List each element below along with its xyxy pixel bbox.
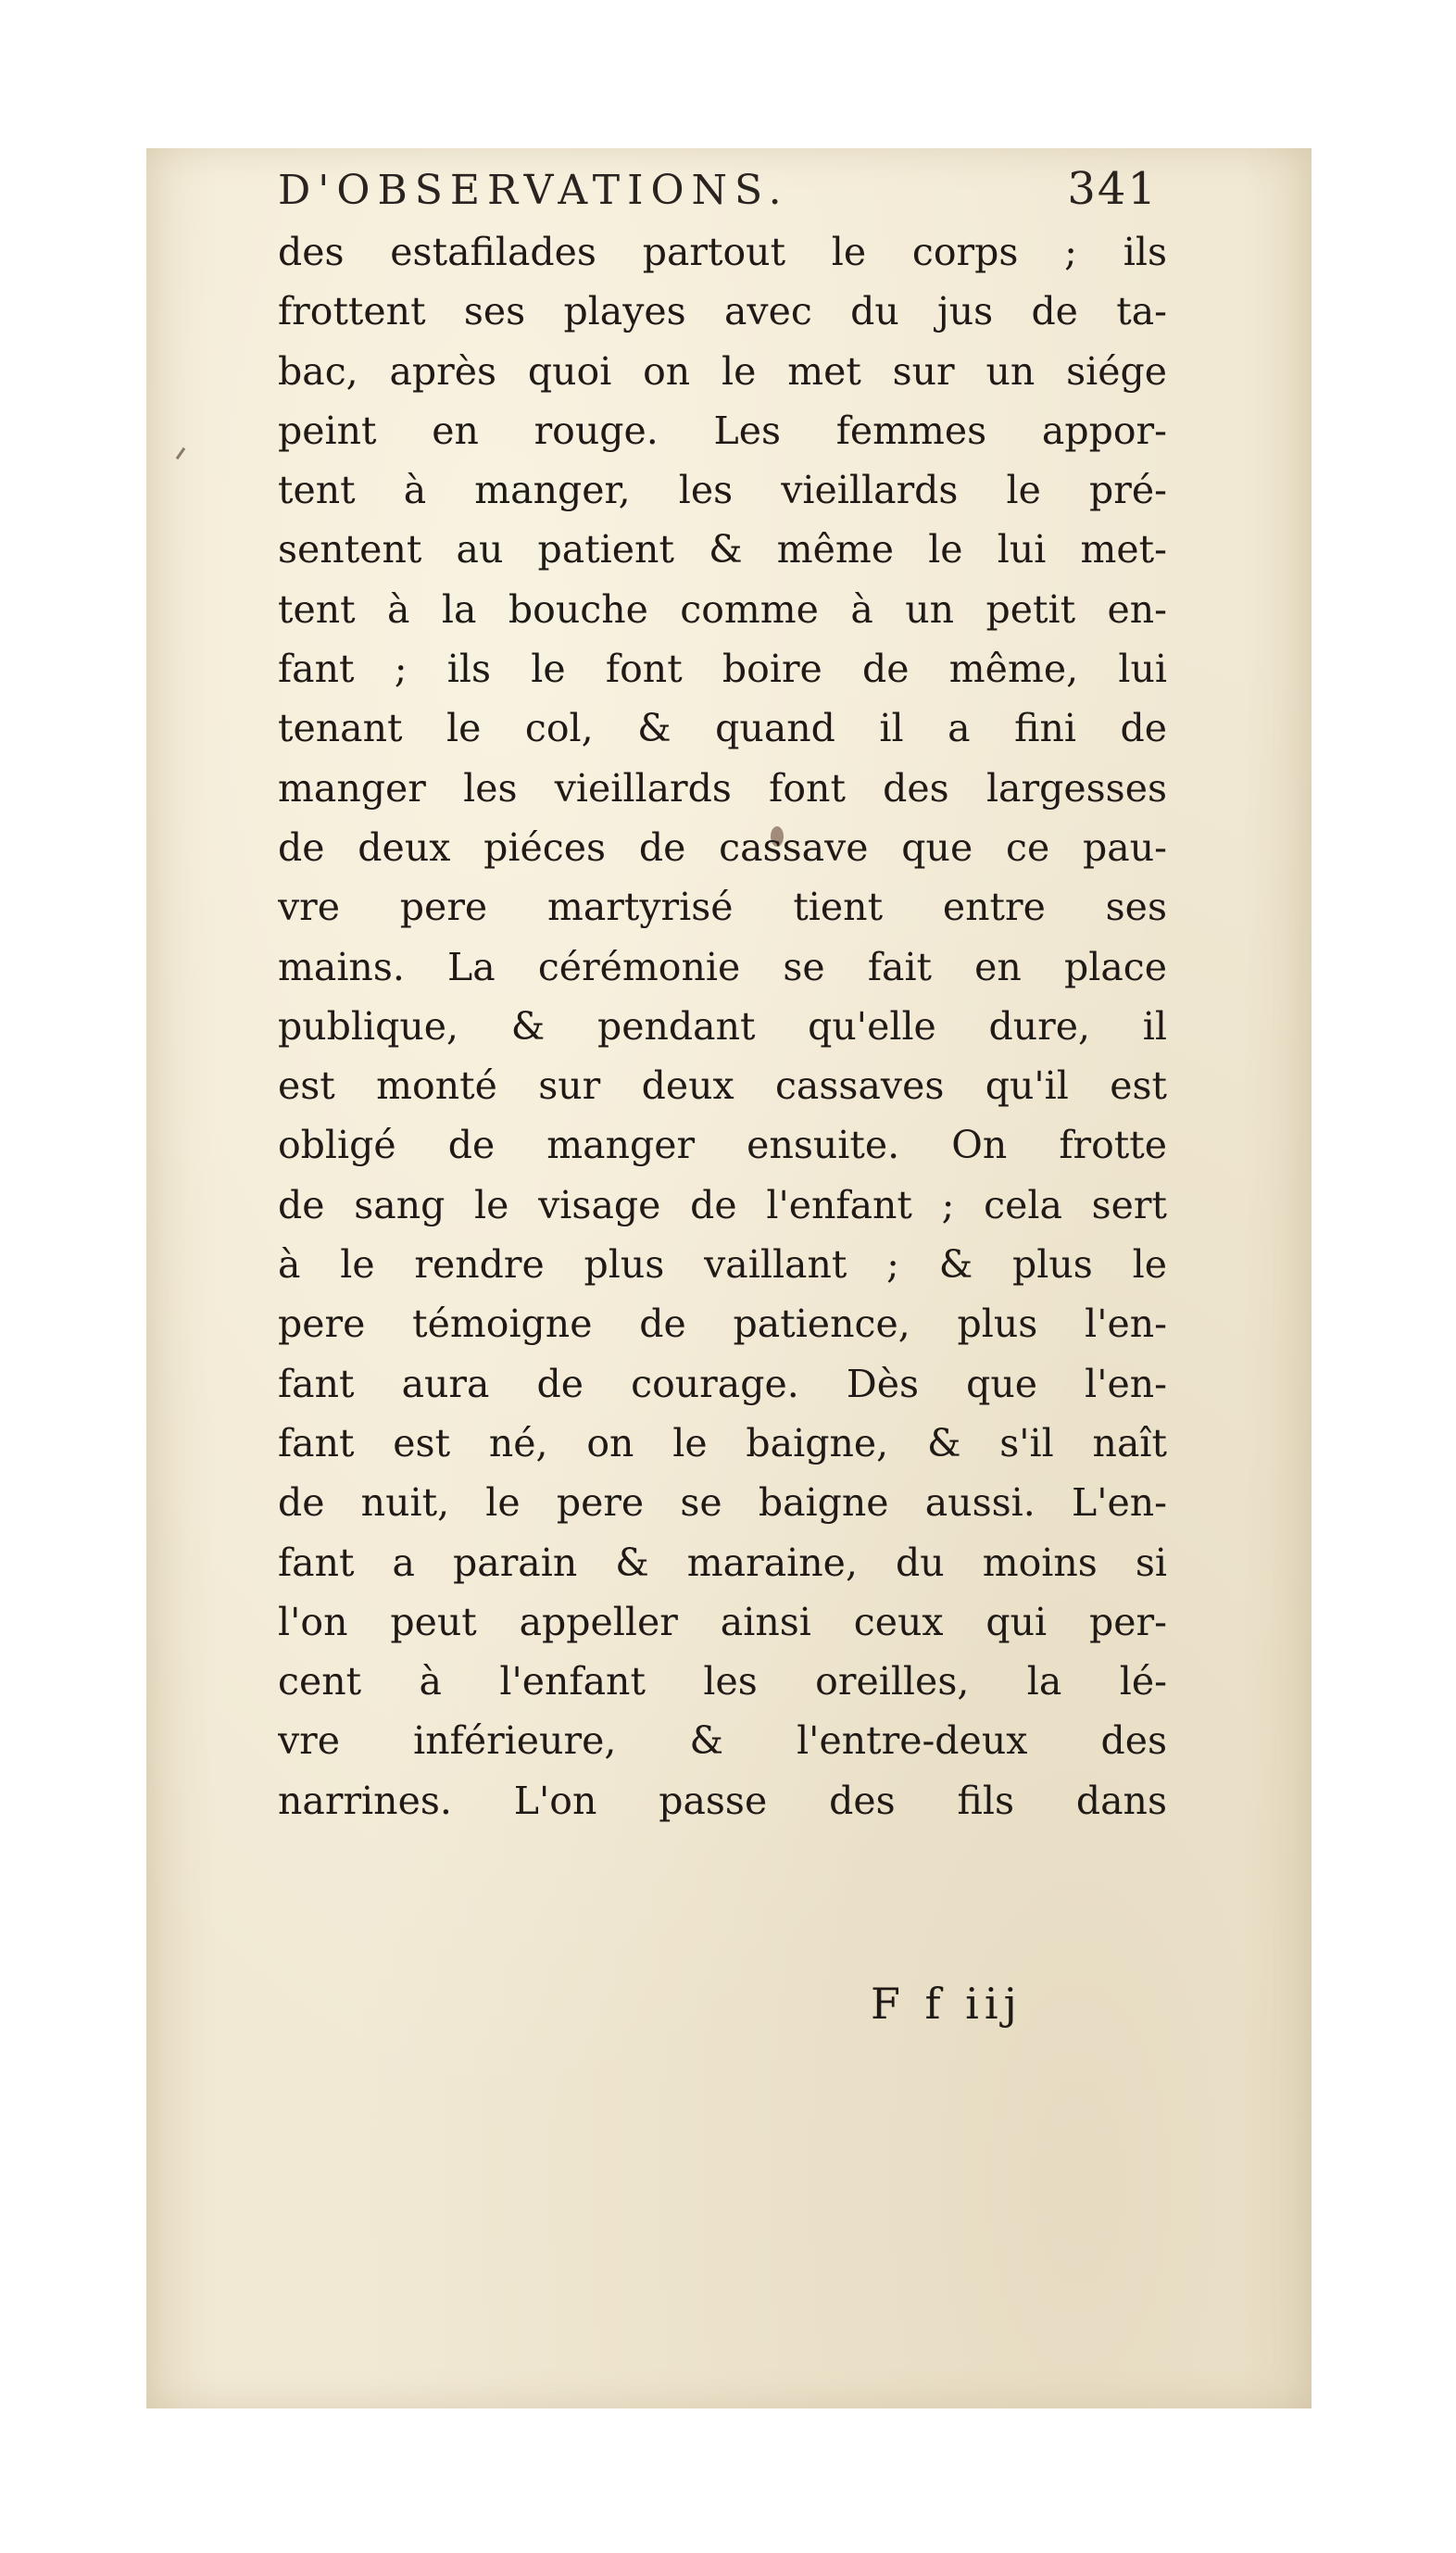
- text-line: à le rendre plus vaillant ; & plus le: [278, 1242, 1167, 1288]
- text-line: fant est né, on le baigne, & s'il naît: [278, 1420, 1167, 1465]
- text-line: frottent ses playes avec du jus de ta-: [278, 289, 1167, 334]
- text-line: cent à l'enfant les oreilles, la lé-: [278, 1659, 1167, 1704]
- text-line: peint en rouge. Les femmes appor-: [278, 408, 1167, 453]
- text-line: mains. La cérémonie se fait en place: [278, 944, 1167, 989]
- text-line: pere témoigne de patience, plus l'en-: [278, 1302, 1167, 1347]
- signature-mark: F f iij: [871, 1979, 1023, 2029]
- text-line: obligé de manger ensuite. On frotte: [278, 1123, 1167, 1168]
- text-line: manger les vieillards font des largesses: [278, 765, 1167, 811]
- running-head-title: D'OBSERVATIONS.: [278, 167, 789, 214]
- text-line: l'on peut appeller ainsi ceux qui per-: [278, 1599, 1167, 1644]
- text-line: est monté sur deux cassaves qu'il est: [278, 1063, 1167, 1109]
- text-line: de sang le visage de l'enfant ; cela sert: [278, 1182, 1167, 1227]
- text-line: de nuit, le pere se baigne aussi. L'en-: [278, 1480, 1167, 1526]
- text-line: publique, & pendant qu'elle dure, il: [278, 1003, 1167, 1049]
- text-line: tent à manger, les vieillards le pré-: [278, 468, 1167, 513]
- text-line: tenant le col, & quand il a fini de: [278, 706, 1167, 751]
- text-line: tent à la bouche comme à un petit en-: [278, 586, 1167, 632]
- text-line: bac, après quoi on le met sur un siége: [278, 348, 1167, 394]
- running-head: [278, 156, 1167, 220]
- text-line: de deux piéces de cassave que ce pau-: [278, 824, 1167, 870]
- text-line: narrines. L'on passe des fils dans: [278, 1778, 1167, 1823]
- page-number: 341: [1067, 163, 1158, 215]
- text-line: fant aura de courage. Dès que l'en-: [278, 1361, 1167, 1406]
- text-line: vre inférieure, & l'entre-deux des: [278, 1718, 1167, 1764]
- body-text: [278, 222, 1167, 1830]
- text-line: fant ; ils le font boire de même, lui: [278, 647, 1167, 692]
- text-line: fant a parain & maraine, du moins si: [278, 1540, 1167, 1585]
- text-line: sentent au patient & même le lui met-: [278, 527, 1167, 572]
- text-line: vre pere martyrisé tient entre ses: [278, 885, 1167, 930]
- text-line: des estafilades partout le corps ; ils: [278, 230, 1167, 274]
